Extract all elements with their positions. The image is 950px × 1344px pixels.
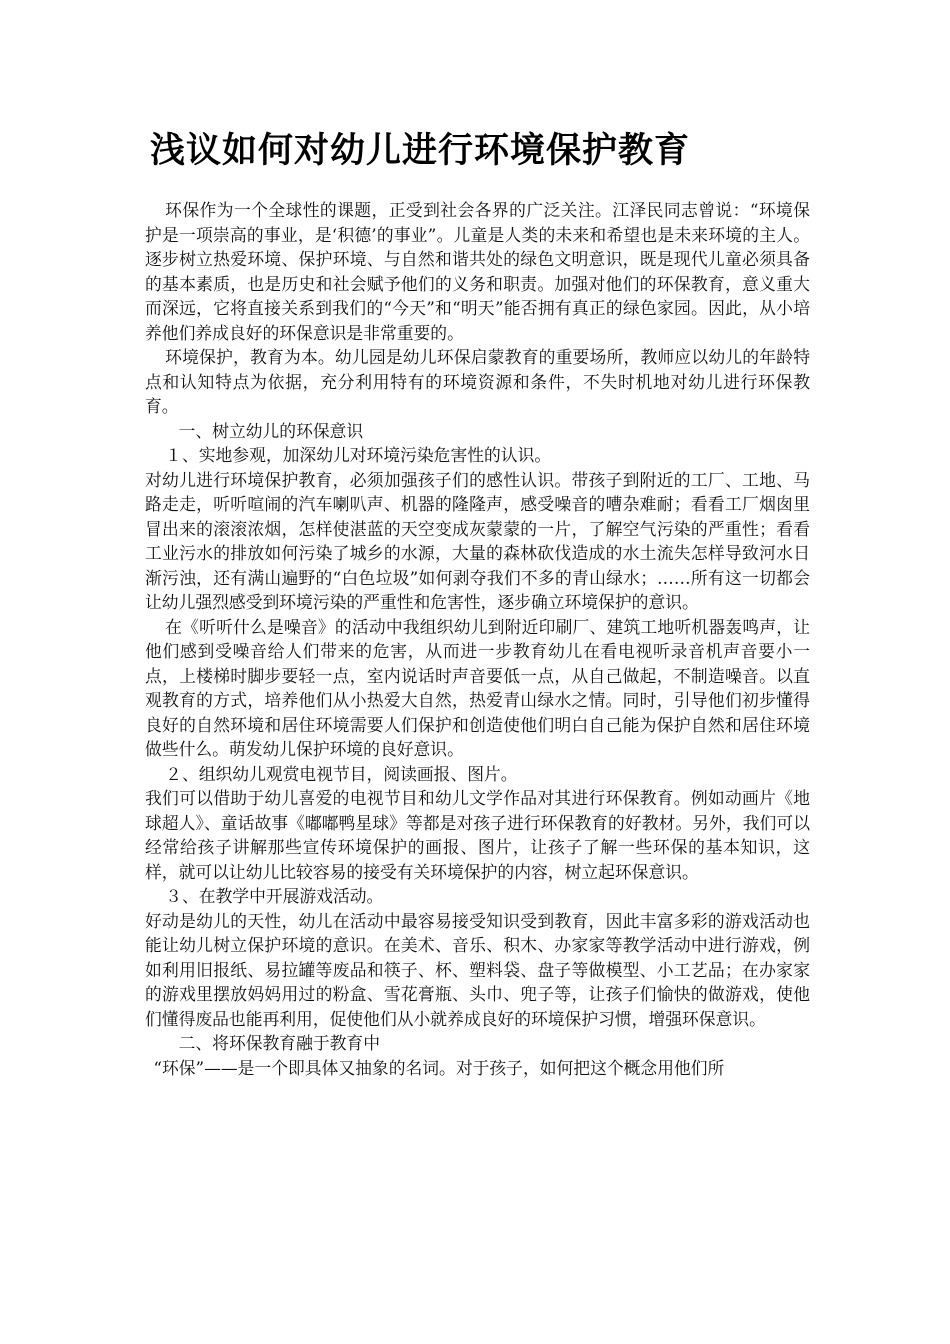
document-title: 浅议如何对幼儿进行环境保护教育 <box>150 131 691 171</box>
paragraph-education-basis: 环境保护，教育为本。幼儿园是幼儿环保启蒙教育的重要场所，教师应以幼儿的年龄特点和认知特点为依据，充分利用特有的环境资源和条件，不失时机地对幼儿进行环保教育。 <box>145 347 810 416</box>
paragraph-games: 好动是幼儿的天性，幼儿在活动中最容易接受知识受到教育，因此丰富多彩的游戏活动也能让幼儿树立保护环境的意识。在美术、音乐、积木、办家家等教学活动中进行游戏，例如利用旧报纸、易拉罐等废品和筷子、杯、塑料袋、盘子等做模型、小工艺品；在办家家的游戏里摆放妈妈用过的粉盒、雪花膏瓶、头巾、兜子等，让孩子们愉快的做游戏，使他们懂得废品也能再利用，促使他们从小就养成良好的环境保护习惯，增强环保意识。 <box>145 910 810 1029</box>
paragraph-intro: 环保作为一个全球性的课题，正受到社会各界的广泛关注。江泽民同志曾说：“环境保护是一项崇高的事业，是‘积德’的事业”。儿童是人类的未来和希望也是未来环境的主人。逐步树立热爱环境、保护环境、与自然和谐共处的绿色文明意识，既是现代儿童必须具备的基本素质，也是历史和社会赋予他们的义务和职责。加强对他们的环保教育，意义重大而深远，它将直接关系到我们的“今天”和“明天”能否拥有真正的绿色家园。因此，从小培养他们养成良好的环保意识是非常重要的。 <box>145 200 810 343</box>
subheading-1-1: １、实地参观，加深幼儿对环境污染危害性的认识。 <box>165 445 552 465</box>
subheading-1-2: ２、组织幼儿观赏电视节目，阅读画报、图片。 <box>165 763 518 784</box>
paragraph-noise-activity: 在《听听什么是噪音》的活动中我组织幼儿到附近印刷厂、建筑工地听机器轰鸣声，让他们感到受噪音给人们带来的危害，从而进一步教育幼儿在看电视听录音机声音要小一点，上楼梯时脚步要轻一点，室内说话时声音要低一点，从自己做起，不制造噪音。以直观教育的方式，培养他们从小热爱大自然，热爱青山绿水之情。同时，引导他们初步懂得良好的自然环境和居住环境需要人们保护和创造使他们明白自己能为保护自然和居住环境做些什么。萌发幼儿保护环境的良好意识。 <box>145 616 810 759</box>
section-heading-2: 二、将环保教育融于教育中 <box>178 1033 380 1053</box>
document-body <box>145 198 810 1080</box>
paragraph-environment-concept: “环保”——是一个即具体又抽象的名词。对于孩子，如何把这个概念用他们所 <box>153 1057 725 1078</box>
paragraph-tv-programs: 我们可以借助于幼儿喜爱的电视节目和幼儿文学作品对其进行环保教育。例如动画片《地球超人》、童话故事《嘟嘟鸭星球》等都是对孩子进行环保教育的好教材。另外，我们可以经常给孩子讲解那些宣传环境保护的画报、图片，让孩子了解一些环保的基本知识，这样，就可以让幼儿比较容易的接受有关环境保护的内容，树立起环保意识。 <box>145 788 810 882</box>
paragraph-field-visit: 对幼儿进行环境保护教育，必须加强孩子们的感性认识。带孩子到附近的工厂、工地、马路走走，听听喧闹的汽车喇叭声、机器的隆隆声，感受噪音的嘈杂难耐；看看工厂烟囱里冒出来的滚滚浓烟，怎样使湛蓝的天空变成灰蒙蒙的一片，了解空气污染的严重性；看看工业污水的排放如何污染了城乡的水源，大量的森林砍伐造成的水土流失怎样导致河水日渐污浊，还有满山遍野的“白色垃圾”如何剥夺我们不多的青山绿水；……所有这一切都会让幼儿强烈感受到环境污染的严重性和危害性，逐步确立环境保护的意识。 <box>145 469 810 612</box>
section-heading-1: 一、树立幼儿的环保意识 <box>178 420 364 441</box>
subheading-1-3: ３、在教学中开展游戏活动。 <box>165 886 384 906</box>
